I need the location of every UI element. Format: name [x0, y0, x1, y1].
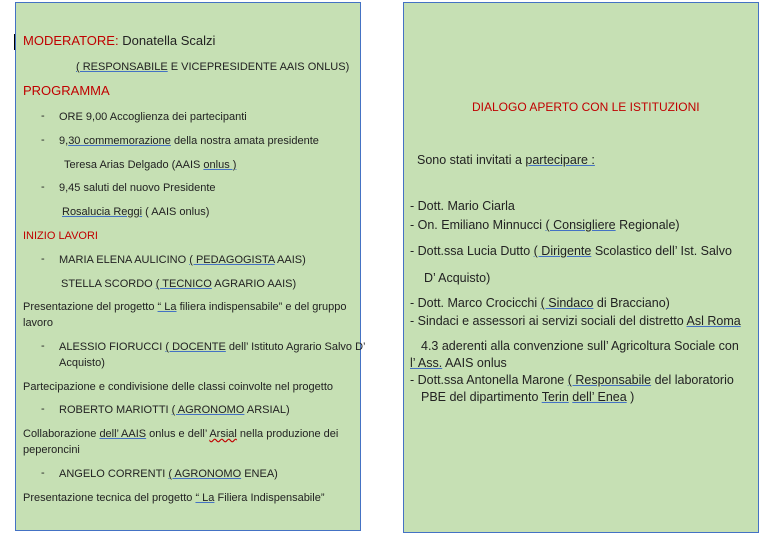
program-item-1: ORE 9,00 Accoglienza dei partecipanti [59, 111, 247, 123]
presentazione-progetto-cont: lavoro [23, 317, 53, 329]
moderator-name: Donatella Scalzi [118, 33, 216, 48]
moderator-role: ( RESPONSABILE E VICEPRESIDENTE AAIS ONLUS) [76, 61, 350, 73]
bullet-dash: - [41, 134, 45, 146]
speaker-scordo: STELLA SCORDO ( TECNICO AGRARIO AAIS) [61, 278, 297, 290]
invitee-sindaci-cont2: l’ Ass. AAIS onlus [410, 356, 507, 370]
partecipazione-line: Partecipazione e condivisione delle classi coinvolte nel progetto [23, 381, 334, 393]
collaborazione-line: Collaborazione dell’ AAIS onlus e dell’ Arsial nella produzione dei [23, 428, 339, 440]
program-item-3: 9,45 saluti del nuovo Presidente [59, 182, 216, 194]
bullet-dash: - [41, 253, 45, 265]
speaker-aulicino: MARIA ELENA AULICINO ( PEDAGOGISTA AAIS) [59, 254, 306, 266]
invitee-crocicchi: - Dott. Marco Crocicchi ( Sindaco di Bracciano) [410, 296, 670, 310]
programma-heading: PROGRAMMA [23, 83, 110, 98]
bullet-dash: - [41, 403, 45, 415]
institutions-panel [403, 2, 759, 533]
invitee-sindaci-cont: 4.3 aderenti alla convenzione sull’ Agricoltura Sociale con [421, 339, 739, 353]
speaker-correnti: ANGELO CORRENTI ( AGRONOMO ENEA) [59, 468, 278, 480]
program-panel [15, 2, 366, 531]
speaker-fiorucci-cont: Acquisto) [59, 357, 105, 369]
invitee-dutto-cont: D’ Acquisto) [424, 271, 491, 285]
invitee-marone: - Dott.ssa Antonella Marone ( Responsabile del laboratorio [410, 373, 734, 387]
presentazione-tecnica: Presentazione tecnica del progetto “ La Filiera Indispensabile” [23, 492, 325, 504]
speaker-fiorucci: ALESSIO FIORUCCI ( DOCENTE dell’ Istituto Agrario Salvo D’ [59, 341, 366, 353]
speaker-mariotti: ROBERTO MARIOTTI ( AGRONOMO ARSIAL) [59, 404, 290, 416]
bullet-dash: - [41, 110, 45, 122]
dialogo-heading: DIALOGO APERTO CON LE ISTITUZIONI [472, 100, 700, 114]
program-item-2: 9,30 commemorazione della nostra amata presidente [59, 135, 319, 147]
presentazione-progetto: Presentazione del progetto “ La filiera indispensabile” e del gruppo [23, 301, 347, 313]
invite-line: Sono stati invitati a partecipare : [417, 153, 595, 167]
invitee-marone-cont: PBE del dipartimento Terin dell’ Enea ) [421, 390, 635, 404]
program-item-2-cont: Teresa Arias Delgado (AAIS onlus ) [64, 159, 237, 171]
program-item-3-cont: Rosalucia Reggi ( AAIS onlus) [62, 206, 210, 218]
collaborazione-cont: peperoncini [23, 444, 80, 456]
bullet-dash: - [41, 181, 45, 193]
moderator-label: MODERATORE: [23, 33, 119, 48]
invitee-minnucci: - On. Emiliano Minnucci ( Consigliere Regionale) [410, 218, 680, 232]
inizio-heading: INIZIO LAVORI [23, 230, 98, 242]
bullet-dash: - [41, 340, 45, 352]
bullet-dash: - [41, 467, 45, 479]
invitee-sindaci: - Sindaci e assessori ai servizi sociali del distretto Asl Roma [410, 314, 741, 328]
moderator-line [23, 33, 215, 49]
invitee-ciarla: - Dott. Mario Ciarla [410, 199, 515, 213]
invitee-dutto: - Dott.ssa Lucia Dutto ( Dirigente Scolastico dell’ Ist. Salvo [410, 244, 732, 258]
